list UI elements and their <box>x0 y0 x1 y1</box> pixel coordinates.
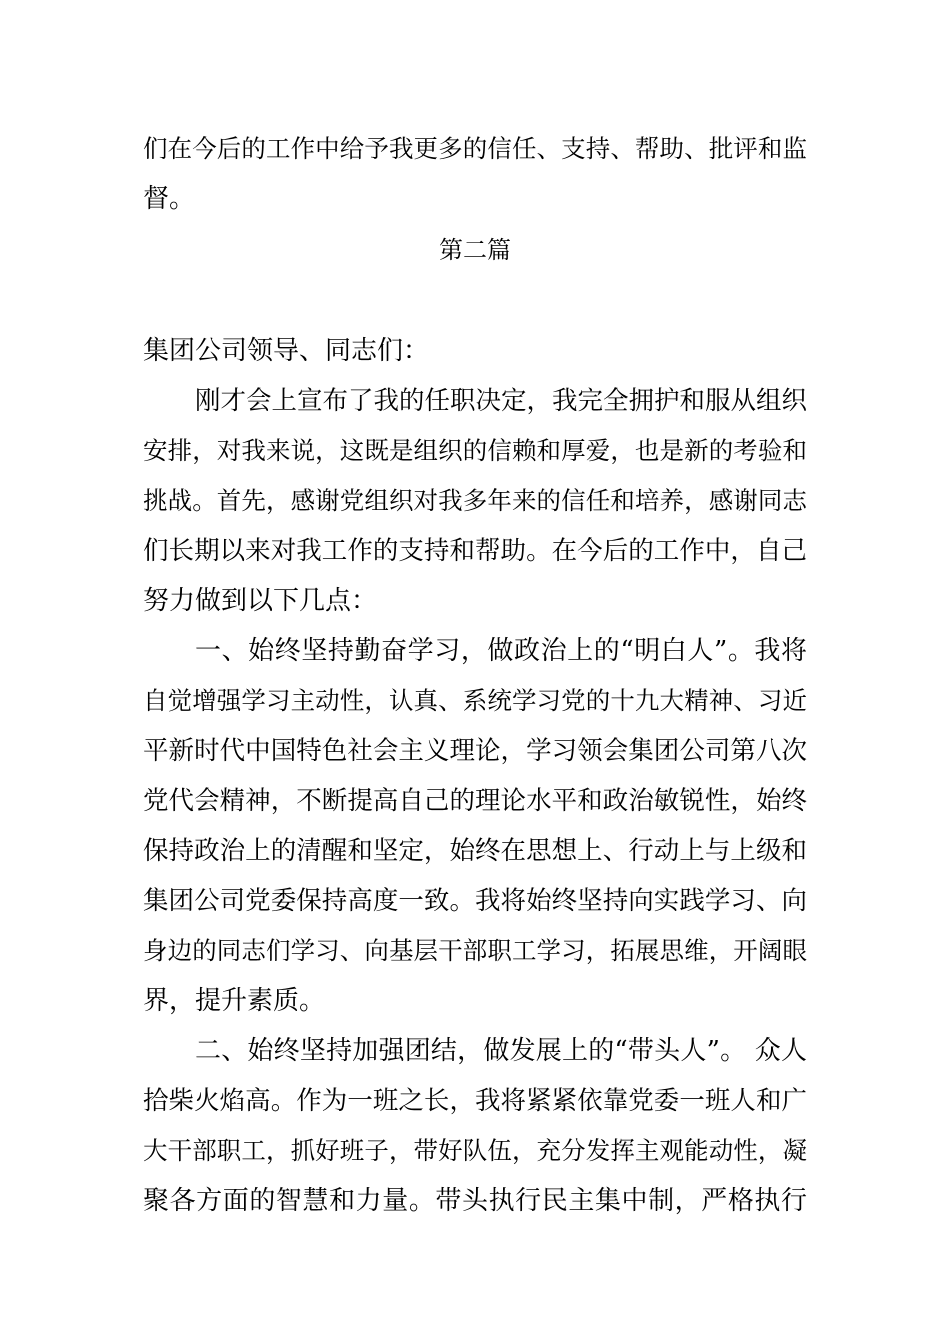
paragraph-2-line-6: 集团公司党委保持高度一致。我将始终坚持向实践学习、向 <box>143 886 807 916</box>
paragraph-3-line-2: 拾柴火焰高。作为一班之长，我将紧紧依靠党委一班人和广 <box>143 1086 807 1116</box>
paragraph-2-line-1: 一、始终坚持勤奋学习，做政治上的“明白人”。我将 <box>195 636 807 666</box>
paragraph-2-line-5: 保持政治上的清醒和坚定，始终在思想上、行动上与上级和 <box>143 836 807 866</box>
paragraph-1-line-2: 安排，对我来说，这既是组织的信赖和厚爱，也是新的考验和 <box>143 436 807 465</box>
paragraph-2-line-8: 界，提升素质。 <box>143 986 326 1016</box>
paragraph-1-line-5: 努力做到以下几点： <box>143 586 378 616</box>
paragraph-1-line-4: 们长期以来对我工作的支持和帮助。在今后的工作中，自己 <box>143 536 807 566</box>
paragraph-3-line-1: 二、始终坚持加强团结，做发展上的“带头人”。 众人 <box>195 1036 807 1066</box>
paragraph-2-line-3: 平新时代中国特色社会主义理论，学习领会集团公司第八次 <box>143 736 807 766</box>
paragraph-3-line-3: 大干部职工，抓好班子，带好队伍，充分发挥主观能动性，凝 <box>143 1136 807 1165</box>
salutation: 集团公司领导、同志们： <box>143 336 430 366</box>
top-paragraph-line-1: 们在今后的工作中给予我更多的信任、支持、帮助、批评和监 <box>143 134 807 163</box>
paragraph-3-line-4: 聚各方面的智慧和力量。带头执行民主集中制，严格执行 <box>143 1186 807 1216</box>
paragraph-1-line-1: 刚才会上宣布了我的任职决定，我完全拥护和服从组织 <box>195 386 808 416</box>
section-title: 第二篇 <box>439 236 511 264</box>
paragraph-2-line-7: 身边的同志们学习、向基层干部职工学习，拓展思维，开阔眼 <box>143 936 807 965</box>
paragraph-2-line-4: 党代会精神，不断提高自己的理论水平和政治敏锐性，始终 <box>143 786 807 816</box>
paragraph-1-line-3: 挑战。首先，感谢党组织对我多年来的信任和培养，感谢同志 <box>143 486 807 515</box>
top-paragraph-line-2: 督。 <box>143 184 196 214</box>
paragraph-2-line-2: 自觉增强学习主动性，认真、系统学习党的十九大精神、习近 <box>143 686 807 715</box>
